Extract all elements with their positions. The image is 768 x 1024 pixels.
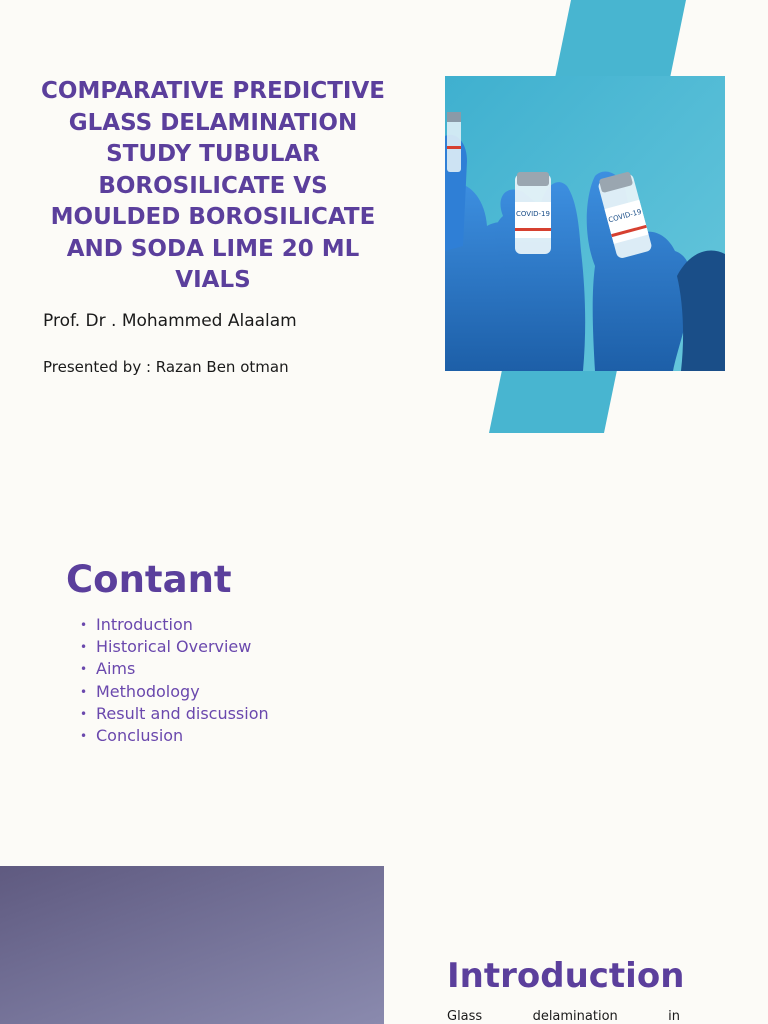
gloved-hands-vials-photo bbox=[445, 76, 725, 371]
list-item: • Conclusion bbox=[80, 725, 269, 747]
author-name: Prof. Dr . Mohammed Alaalam bbox=[43, 311, 297, 331]
introduction-slide bbox=[0, 866, 768, 1024]
vial-label: COVID-19 bbox=[516, 210, 550, 218]
presentation-title: COMPARATIVE PREDICTIVE GLASS DELAMINATION STUDY TUBULAR BOROSILICATE VS MOULDED BOROSILICATE AND SODA LIME 20 ML VIALS bbox=[41, 78, 385, 293]
bullet-icon: • bbox=[80, 706, 88, 721]
bullet-icon: • bbox=[80, 684, 88, 699]
background-image-panel bbox=[0, 866, 384, 1024]
contents-list bbox=[80, 614, 269, 747]
accent-slash-top bbox=[555, 0, 686, 78]
introduction-heading: Introduction bbox=[447, 956, 685, 996]
vial-label: COVID-19 bbox=[607, 207, 643, 225]
list-item: • Introduction bbox=[80, 614, 269, 636]
accent-slash-bottom bbox=[489, 370, 617, 433]
bullet-icon: • bbox=[80, 729, 88, 744]
introduction-text: Glass delamination in bbox=[447, 1009, 680, 1024]
list-item: • Methodology bbox=[80, 681, 269, 703]
list-item: • Result and discussion bbox=[80, 703, 269, 725]
contents-slide bbox=[0, 434, 768, 866]
contents-heading: Contant bbox=[66, 558, 232, 601]
presenter-name: Presented by : Razan Ben otman bbox=[43, 358, 289, 376]
title-slide bbox=[0, 0, 768, 434]
list-item: • Historical Overview bbox=[80, 636, 269, 658]
list-item: • Aims bbox=[80, 658, 269, 680]
bullet-icon: • bbox=[80, 640, 88, 655]
bullet-icon: • bbox=[80, 662, 88, 677]
bullet-icon: • bbox=[80, 618, 88, 632]
